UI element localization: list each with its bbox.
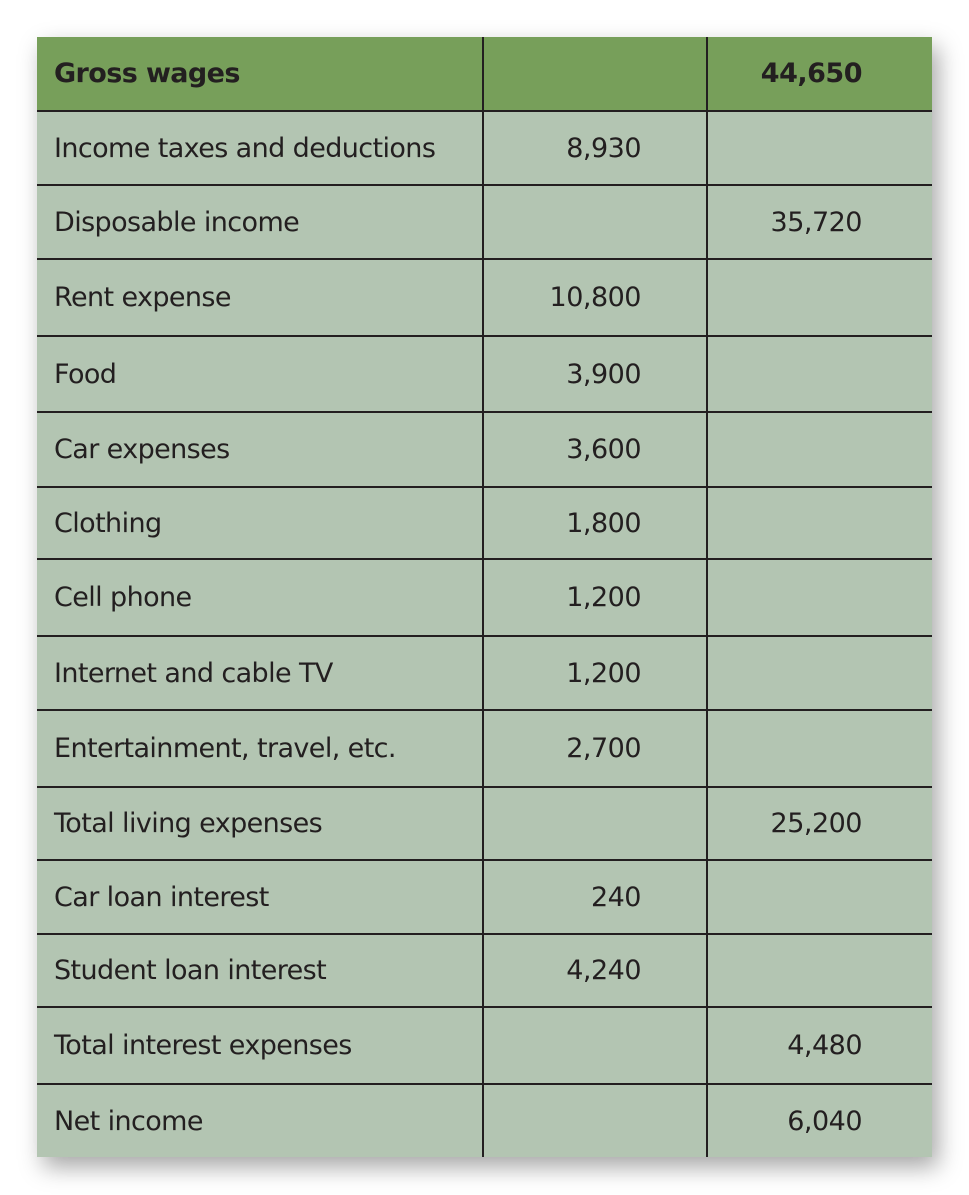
row-label: Rent expense — [37, 259, 483, 336]
row-label: Total living expenses — [37, 787, 483, 860]
row-amount: 1,800 — [483, 487, 707, 559]
header-total: 44,650 — [707, 37, 932, 111]
row-label: Car loan interest — [37, 860, 483, 934]
table-row — [37, 860, 932, 934]
row-amount — [483, 1084, 707, 1157]
row-label: Student loan interest — [37, 934, 483, 1007]
row-label: Net income — [37, 1084, 483, 1157]
table-row — [37, 636, 932, 710]
row-amount: 1,200 — [483, 559, 707, 636]
row-total — [707, 636, 932, 710]
row-label: Entertainment, travel, etc. — [37, 710, 483, 787]
row-amount: 2,700 — [483, 710, 707, 787]
row-label: Car expenses — [37, 412, 483, 487]
row-label: Disposable income — [37, 185, 483, 259]
row-label: Cell phone — [37, 559, 483, 636]
table-row — [37, 412, 932, 487]
row-total: 25,200 — [707, 787, 932, 860]
row-amount — [483, 787, 707, 860]
header-amount — [483, 37, 707, 111]
row-amount: 8,930 — [483, 111, 707, 185]
table-row — [37, 787, 932, 860]
row-total: 4,480 — [707, 1007, 932, 1084]
row-total — [707, 412, 932, 487]
row-total — [707, 336, 932, 412]
income-statement-grid — [37, 37, 932, 1157]
row-amount: 4,240 — [483, 934, 707, 1007]
table-row — [37, 336, 932, 412]
row-label: Internet and cable TV — [37, 636, 483, 710]
table-row — [37, 487, 932, 559]
table-row — [37, 185, 932, 259]
header-label: Gross wages — [37, 37, 483, 111]
table-row — [37, 559, 932, 636]
row-total — [707, 860, 932, 934]
row-amount: 3,600 — [483, 412, 707, 487]
row-amount: 240 — [483, 860, 707, 934]
row-total — [707, 111, 932, 185]
row-amount: 3,900 — [483, 336, 707, 412]
row-amount: 1,200 — [483, 636, 707, 710]
row-total — [707, 559, 932, 636]
row-label: Clothing — [37, 487, 483, 559]
table-row — [37, 1007, 932, 1084]
row-total — [707, 259, 932, 336]
income-statement-table — [37, 37, 932, 1157]
table-row — [37, 111, 932, 185]
row-label: Food — [37, 336, 483, 412]
table-row — [37, 710, 932, 787]
row-label: Income taxes and deductions — [37, 111, 483, 185]
table-header-row — [37, 37, 932, 111]
row-amount — [483, 185, 707, 259]
table-row — [37, 934, 932, 1007]
row-total — [707, 934, 932, 1007]
table-row — [37, 1084, 932, 1157]
row-total — [707, 487, 932, 559]
row-total: 35,720 — [707, 185, 932, 259]
row-amount — [483, 1007, 707, 1084]
row-total — [707, 710, 932, 787]
row-label: Total interest expenses — [37, 1007, 483, 1084]
table-row — [37, 259, 932, 336]
row-total: 6,040 — [707, 1084, 932, 1157]
row-amount: 10,800 — [483, 259, 707, 336]
